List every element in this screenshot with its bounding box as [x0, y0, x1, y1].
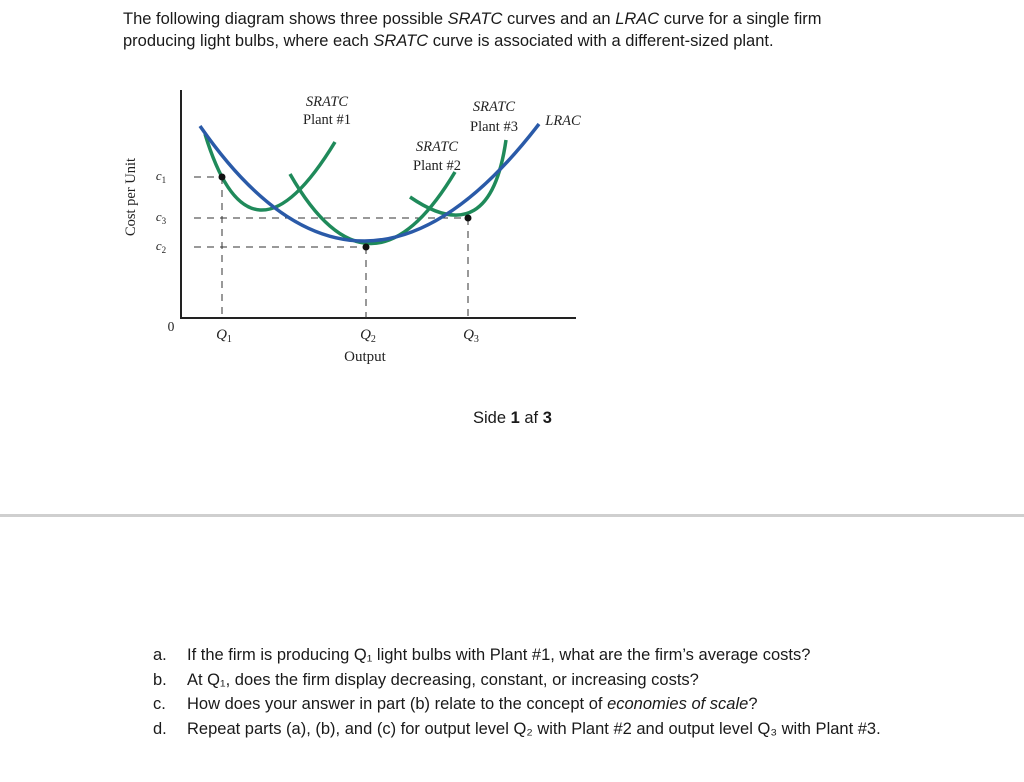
x-tick-q3-sub: 3: [473, 334, 479, 345]
lrac-curve: [200, 124, 539, 241]
intro-text-1: The following diagram shows three possible: [123, 10, 448, 28]
y-tick-c1: [156, 168, 166, 185]
sratc-plant-2-title: SRATC: [415, 139, 459, 155]
question-b: [153, 668, 913, 693]
y-axis-label: Cost per Unit: [123, 157, 139, 237]
question-a-sub-1: ₁: [366, 646, 373, 664]
question-d-text-1: Repeat parts (a), (b), and (c) for output level Q: [187, 719, 527, 738]
page-divider: [0, 514, 1024, 517]
point-q1-c1: [219, 174, 226, 181]
question-b-mark: b.: [153, 670, 167, 689]
question-c: [153, 692, 913, 717]
intro-paragraph: [123, 8, 883, 52]
x-tick-q1: [216, 327, 232, 345]
y-tick-c2-base: c: [155, 238, 162, 253]
origin-label: 0: [167, 319, 175, 334]
lrac-label: LRAC: [545, 113, 581, 129]
x-tick-q1-base: Q: [216, 327, 227, 343]
question-c-text-1: How does your answer in part (b) relate to the concept of: [187, 695, 608, 713]
question-b-text-2: , does the firm display decreasing, constant, or increasing costs?: [225, 670, 699, 689]
sratc-plant-2-subtitle: Plant #2: [413, 158, 461, 174]
question-d-mark: d.: [153, 719, 167, 738]
point-q3-c3: [465, 215, 472, 222]
question-b-text-1: At Q: [187, 670, 221, 689]
intro-text-4: curve is associated with a different-sized plant.: [428, 32, 774, 50]
question-c-mark: c.: [153, 695, 166, 713]
question-b-sub-1: ₁: [220, 670, 226, 689]
y-tick-c1-sub: 1: [161, 175, 167, 185]
intro-em-lrac: LRAC: [615, 10, 660, 28]
question-d-sub-2: ₃: [770, 719, 778, 738]
sratc-plant-3-subtitle: Plant #3: [470, 119, 518, 135]
x-axis-label: Output: [344, 349, 386, 365]
cost-curves-diagram: [110, 82, 600, 382]
question-a-text-1: If the firm is producing Q: [187, 646, 367, 664]
sratc-plant-1-title: SRATC: [305, 94, 349, 110]
x-tick-q1-sub: 1: [226, 334, 232, 345]
x-tick-q3-base: Q: [463, 327, 474, 343]
question-d-text-2: with Plant #2 and output level Q: [532, 719, 771, 738]
question-list: [153, 643, 913, 741]
point-q2-c2: [363, 244, 370, 251]
sratc-plant-3-title: SRATC: [472, 99, 516, 115]
y-tick-c2: [156, 238, 166, 255]
question-d: [153, 717, 913, 742]
footer-page-number: 1: [510, 409, 520, 427]
page-footer: [473, 409, 552, 428]
intro-text-2: curves and an: [502, 10, 616, 28]
x-tick-q2-base: Q: [360, 327, 371, 343]
y-tick-c3: [156, 209, 167, 226]
question-a-text-2: light bulbs with Plant #1, what are the firm’s average costs?: [372, 646, 811, 664]
y-tick-c1-base: c: [155, 168, 162, 183]
y-tick-c3-base: c: [155, 209, 162, 224]
footer-page-total: 3: [542, 409, 552, 427]
intro-text-3: curve for a single firm producing light bulbs, where each: [123, 10, 822, 50]
x-tick-q2-sub: 2: [370, 334, 376, 345]
question-c-text-2: ?: [748, 695, 758, 713]
footer-prefix: Side: [473, 409, 511, 427]
question-d-text-3: with Plant #3.: [777, 719, 881, 738]
x-tick-q2: [360, 327, 376, 345]
footer-middle: af: [519, 409, 543, 427]
x-tick-q3: [463, 327, 479, 345]
intro-em-sratc: SRATC: [447, 10, 503, 28]
question-c-em: economies of scale: [607, 695, 749, 713]
sratc-plant-1-curve: [205, 134, 335, 210]
question-a-mark: a.: [153, 646, 167, 664]
y-tick-c3-sub: 3: [161, 216, 167, 226]
sratc-plant-1-subtitle: Plant #1: [303, 112, 351, 128]
question-d-sub-1: ₂: [526, 719, 533, 738]
intro-em-sratc-2: SRATC: [373, 32, 429, 50]
y-tick-c2-sub: 2: [161, 245, 167, 255]
question-a: [153, 643, 913, 668]
